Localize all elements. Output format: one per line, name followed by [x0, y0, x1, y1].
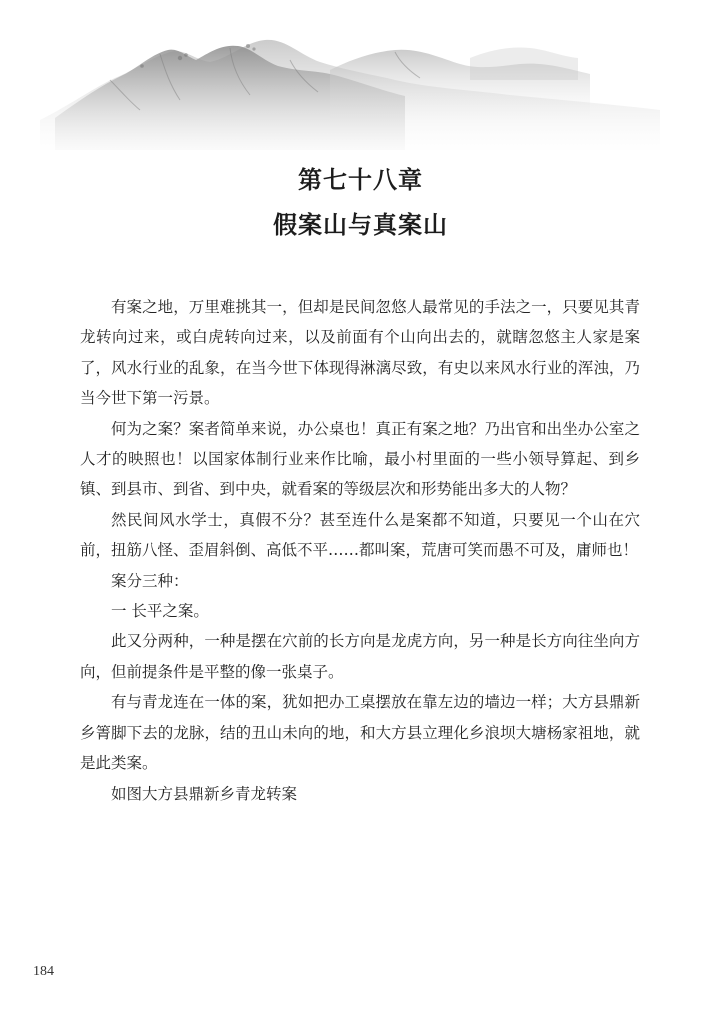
- chapter-title: 假案山与真案山: [273, 210, 448, 239]
- mountain-ink-painting: [0, 0, 721, 150]
- paragraph: 何为之案？案者简单来说，办公桌也！真正有案之地？乃出官和出坐办公室之人才的映照也！以国家体制行业来作比喻，最小村里面的一些小领导算起、到乡镇、到县市、到省、到中央，就看案的等级层次和形势能出多大的人物？: [80, 419, 640, 499]
- body-text: [80, 292, 640, 809]
- paragraph: 有与青龙连在一体的案，犹如把办工桌摆放在靠左边的墙边一样；大方县鼎新乡箐脚下去的龙脉，结的丑山未向的地，和大方县立理化乡浪坝大塘杨家祖地，就是此类案。: [80, 693, 640, 773]
- paragraph: 然民间风水学士，真假不分？甚至连什么是案都不知道，只要见一个山在穴前，扭筋八怪、歪眉斜倒、高低不平……都叫案，荒唐可笑而愚不可及，庸师也！: [80, 510, 640, 560]
- paragraph: 一 长平之案。: [111, 602, 209, 621]
- paragraph: 有案之地，万里难挑其一，但却是民间忽悠人最常见的手法之一，只要见其青龙转向过来，或白虎转向过来，以及前面有个山向出去的，就瞎忽悠主人家是案了，风水行业的乱象，在当今世下体现得淋漓尽致，有史以来风水行业的浑浊，乃当今世下第一污景。: [80, 298, 640, 408]
- chapter-number: 第七十八章: [298, 165, 423, 194]
- page-number: 184: [33, 964, 54, 979]
- paragraph: 案分三种：: [111, 571, 189, 590]
- paragraph: 如图大方县鼎新乡青龙转案: [111, 784, 298, 803]
- paragraph: 此又分两种，一种是摆在穴前的长方向是龙虎方向，另一种是长方向往坐向方向，但前提条件是平整的像一张桌子。: [80, 632, 640, 681]
